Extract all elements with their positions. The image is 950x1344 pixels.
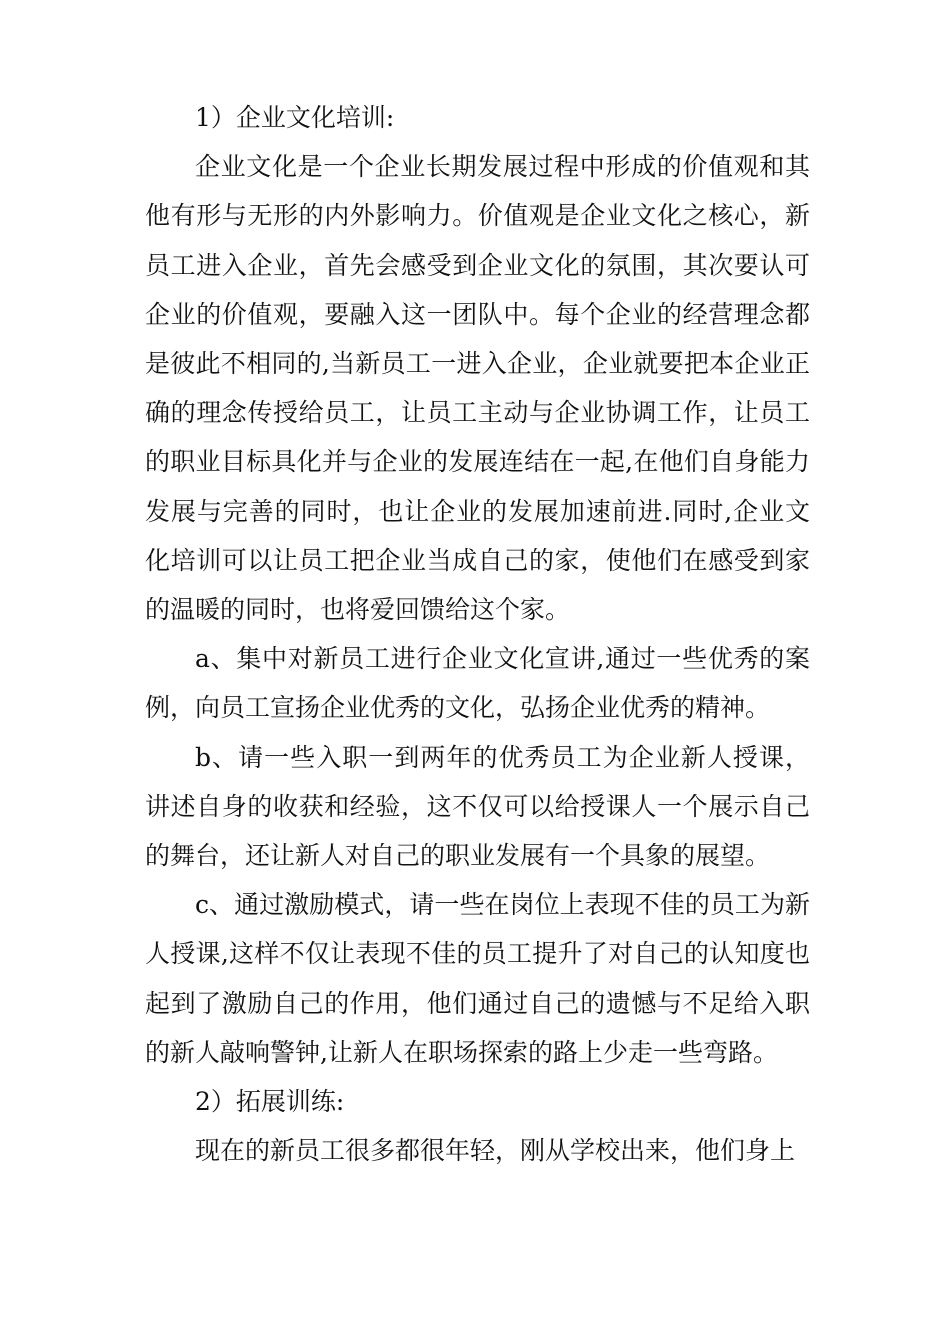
paragraph-corporate-culture: 企业文化是一个企业长期发展过程中形成的价值观和其他有形与无形的内外影响力。价值观是企业文化之核心，新员工进入企业，首先会感受到企业文化的氛围，其次要认可企业的价值观，要融入这一团队中。每个企业的经营理念都是彼此不相同的,当新员工一进入企业，企业就要把本企业正确的理念传授给员工，让员工主动与企业协调工作，让员工的职业目标具化并与企业的发展连结在一起,在他们自身能力发展与完善的同时，也让企业的发展加速前进.同时,企业文化培训可以让员工把企业当成自己的家，使他们在感受到家的温暖的同时，也将爱回馈给这个家。 (145, 152, 810, 625)
section-heading-culture-training: 1）企业文化培训: (195, 103, 395, 132)
paragraph-outward-training: 现在的新员工很多都很年轻，刚从学校出来，他们身上 (195, 1136, 796, 1166)
list-item-c: c、通过激励模式，请一些在岗位上表现不佳的员工为新人授课,这样不仅让表现不佳的员工提升了对自己的认知度也起到了激励自己的作用，他们通过自己的遗憾与不足给入职的新人敲响警钟,让新人在职场探索的路上少走一些弯路。 (145, 890, 810, 1067)
document-body (145, 93, 810, 1175)
section-heading-outward-training: 2）拓展训练: (195, 1087, 345, 1117)
list-item-a: a、集中对新员工进行企业文化宣讲,通过一些优秀的案例，向员工宣扬企业优秀的文化，弘扬企业优秀的精神。 (145, 644, 810, 723)
list-item-b: b、请一些入职一到两年的优秀员工为企业新人授课，讲述自身的收获和经验，这不仅可以给授课人一个展示自己的舞台，还让新人对自己的职业发展有一个具象的展望。 (145, 742, 810, 871)
